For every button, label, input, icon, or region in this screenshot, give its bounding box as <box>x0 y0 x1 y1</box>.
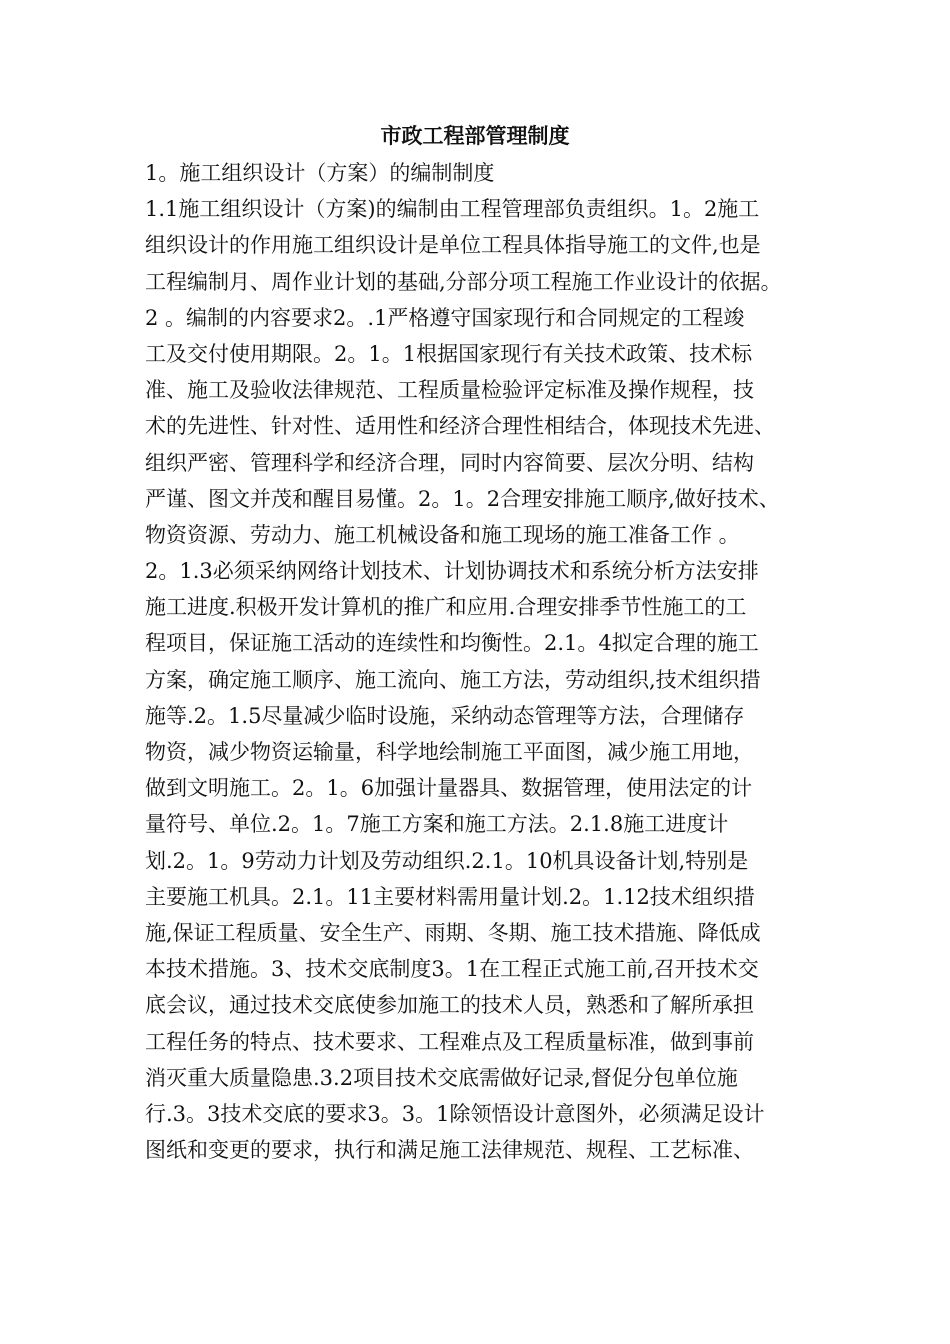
body-line: 工程编制月、周作业计划的基础,分部分项工程施工作业设计的依据。 <box>145 269 782 294</box>
body-line: 工及交付使用期限。2。1。1根据国家现行有关技术政策、技术标 <box>145 341 753 366</box>
body-line: 严谨、图文并茂和醒目易懂。2。1。2合理安排施工顺序,做好技术、 <box>145 486 780 511</box>
body-line: 底会议，通过技术交底使参加施工的技术人员，熟悉和了解所承担 <box>145 993 754 1018</box>
body-line: 划.2。1。9劳动力计划及劳动组织.2.1。10机具设备计划,特别是 <box>145 848 749 873</box>
body-line: 程项目，保证施工活动的连续性和均衡性。2.1。4拟定合理的施工 <box>145 631 759 656</box>
body-line: 施,保证工程质量、安全生产、雨期、冬期、施工技术措施、降低成 <box>145 920 761 945</box>
body-line: 做到文明施工。2。1。6加强计量器具、数据管理，使用法定的计 <box>145 776 753 801</box>
body-line: 本技术措施。3、技术交底制度3。1在工程正式施工前,召开技术交 <box>145 957 759 982</box>
body-line: 2 。编制的内容要求2。.1严格遵守国家现行和合同规定的工程竣 <box>145 305 745 330</box>
body-line: 术的先进性、针对性、适用性和经济合理性相结合，体现技术先进、 <box>145 414 775 439</box>
body-line: 2。1.3必须采纳网络计划技术、计划协调技术和系统分析方法安排 <box>145 559 759 584</box>
body-line: 组织严密、管理科学和经济合理，同时内容简要、层次分明、结构 <box>145 450 754 475</box>
body-line: 物资，减少物资运输量，科学地绘制施工平面图，减少施工用地， <box>145 740 754 764</box>
body-line: 消灭重大质量隐患.3.2项目技术交底需做好记录,督促分包单位施 <box>145 1065 738 1090</box>
body-line: 行.3。3技术交底的要求3。3。1除领悟设计意图外，必须满足设计 <box>145 1101 765 1126</box>
body-line: 主要施工机具。2.1。11主要材料需用量计划.2。1.12技术组织措 <box>145 884 755 909</box>
body-line: 工程任务的特点、技术要求、工程难点及工程质量标准，做到事前 <box>145 1029 754 1054</box>
body-line: 量符号、单位.2。1。7施工方案和施工方法。2.1.8施工进度计 <box>145 812 729 837</box>
body-line: 方案，确定施工顺序、施工流向、施工方法，劳动组织,技术组织措 <box>145 667 761 692</box>
body-line: 图纸和变更的要求，执行和满足施工法律规范、规程、工艺标准、 <box>145 1138 754 1163</box>
document-title: 市政工程部管理制度 <box>380 123 570 148</box>
document-body <box>145 155 835 1168</box>
body-line: 组织设计的作用施工组织设计是单位工程具体指导施工的文件,也是 <box>145 233 761 258</box>
body-line: 1.1施工组织设计（方案)的编制由工程管理部负责组织。1。2施工 <box>145 197 760 222</box>
body-line: 1。施工组织设计（方案）的编制制度 <box>145 161 495 185</box>
body-line: 物资资源、劳动力、施工机械设备和施工现场的施工准备工作 。 <box>145 522 740 547</box>
body-line: 施工进度.积极开发计算机的推广和应用.合理安排季节性施工的工 <box>145 595 747 620</box>
body-line: 准、施工及验收法律规范、工程质量检验评定标准及操作规程，技 <box>145 378 754 403</box>
body-line: 施等.2。1.5尽量减少临时设施，采纳动态管理等方法，合理储存 <box>145 703 745 728</box>
